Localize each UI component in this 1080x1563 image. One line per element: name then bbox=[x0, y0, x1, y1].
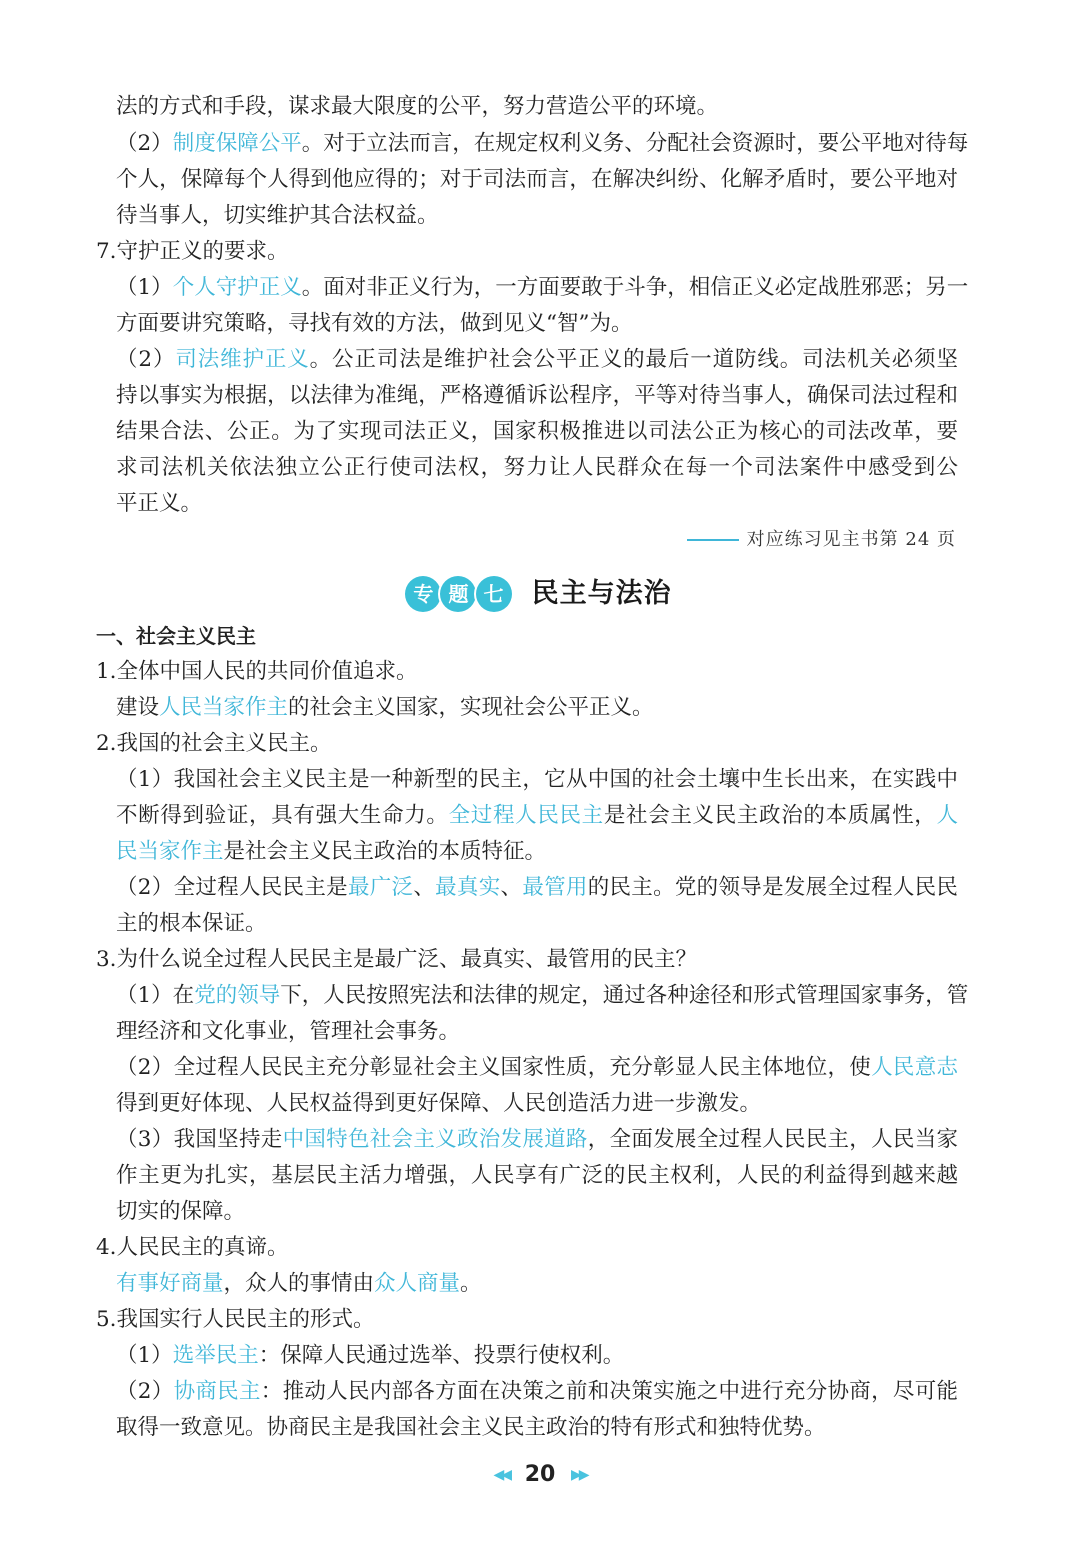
right-arrows-icon: ▶▶ bbox=[570, 1467, 587, 1483]
highlighted-term: 协商民主 bbox=[173, 1379, 261, 1404]
topic-header bbox=[0, 568, 1080, 618]
text-segment: （2）全过程人民民主充分彰显社会主义国家性质，充分彰显人民主体地位，使 bbox=[116, 1055, 872, 1080]
text-line bbox=[116, 414, 958, 450]
text-segment: （1）我国社会主义民主是一种新型的民主，它从中国的社会土壤中生长出来，在实践中 bbox=[116, 767, 958, 792]
text-line bbox=[116, 270, 969, 306]
text-segment: 方面要讲究策略，寻找有效的方法，做到见义“智”为。 bbox=[116, 311, 633, 336]
text-segment: 切实的保障。 bbox=[116, 1199, 246, 1224]
text-line bbox=[116, 1050, 958, 1086]
text-segment: （3）我国坚持走 bbox=[116, 1127, 283, 1152]
text-segment: 主的根本保证。 bbox=[116, 911, 267, 936]
page-footer bbox=[0, 1458, 1080, 1492]
text-segment: 是社会主义民主政治的本质特征。 bbox=[223, 839, 547, 864]
highlighted-term: 有事好商量 bbox=[116, 1271, 224, 1296]
text-line bbox=[116, 1338, 958, 1374]
text-segment: 、 bbox=[500, 875, 523, 900]
reference-text: 对应练习见主书第 24 页 bbox=[746, 529, 956, 550]
text-line bbox=[116, 1410, 958, 1446]
text-line bbox=[116, 1158, 958, 1194]
text-segment: 法的方式和手段，谋求最大限度的公平，努力营造公平的环境。 bbox=[116, 94, 719, 119]
text-line bbox=[116, 342, 958, 378]
highlighted-term: 全过程人民民主 bbox=[448, 803, 604, 828]
text-line bbox=[116, 450, 958, 486]
text-segment: 作主更为扎实，基层民主活力增强，人民享有广泛的民主权利，人民的利益得到越来越 bbox=[116, 1163, 958, 1188]
text-segment: 得到更好体现、人民权益得到更好保障、人民创造活力进一步激发。 bbox=[116, 1091, 762, 1116]
text-segment: 取得一致意见。协商民主是我国社会主义民主政治的特有形式和独特优势。 bbox=[116, 1415, 826, 1440]
list-heading bbox=[96, 1230, 958, 1266]
text-segment: 理经济和文化事业，管理社会事务。 bbox=[116, 1019, 461, 1044]
text-segment: 的社会主义国家，实现社会公平正义。 bbox=[288, 695, 654, 720]
text-segment: （2） bbox=[116, 1379, 174, 1404]
highlighted-term: 中国特色社会主义政治发展道路 bbox=[282, 1127, 588, 1152]
text-segment: 持以事实为根据，以法律为准绳，严格遵循诉讼程序，平等对待当事人，确保司法过程和 bbox=[116, 383, 958, 408]
text-segment: 。对于立法而言，在规定权利义务、分配社会资源时，要公平地对待每 bbox=[301, 131, 969, 156]
topic-badge-char: 题 bbox=[440, 576, 476, 612]
list-heading bbox=[96, 726, 958, 762]
text-line bbox=[116, 1266, 958, 1302]
text-line bbox=[116, 126, 969, 162]
text-segment: 待当事人，切实维护其合法权益。 bbox=[116, 203, 439, 228]
text-line bbox=[116, 798, 958, 834]
highlighted-term: 众人商量 bbox=[374, 1271, 461, 1296]
topic-badge-char: 专 bbox=[405, 576, 441, 612]
text-segment: 。公正司法是维护社会公平正义的最后一道防线。司法机关必须坚 bbox=[309, 347, 958, 372]
text-segment: （2） bbox=[116, 347, 176, 372]
reference-dash bbox=[687, 539, 739, 541]
highlighted-term: 司法维护正义 bbox=[175, 347, 310, 372]
text-segment: ：推动人民内部各方面在决策之前和决策实施之中进行充分协商，尽可能 bbox=[260, 1379, 958, 1404]
highlighted-term: 最管用 bbox=[522, 875, 588, 900]
text-segment: （2） bbox=[116, 131, 173, 156]
text-line bbox=[116, 834, 958, 870]
text-line bbox=[116, 486, 958, 522]
page-number: 20 bbox=[524, 1462, 556, 1487]
highlighted-term: 最真实 bbox=[435, 875, 501, 900]
text-segment: 。 bbox=[460, 1271, 482, 1296]
highlighted-term: 人民意志 bbox=[871, 1055, 958, 1080]
text-segment: 2.我国的社会主义民主。 bbox=[96, 731, 332, 756]
highlighted-term: 制度保障公平 bbox=[172, 131, 302, 156]
topic-badge bbox=[408, 569, 508, 619]
list-heading bbox=[96, 234, 958, 270]
text-segment: 4.人民民主的真谛。 bbox=[96, 1235, 289, 1260]
text-segment: 不断得到验证，具有强大生命力。 bbox=[116, 803, 449, 828]
text-line bbox=[116, 89, 958, 125]
topic-title: 民主与法治 bbox=[531, 577, 672, 609]
left-arrows-icon: ◀◀ bbox=[493, 1467, 510, 1483]
text-segment: ，全面发展全过程人民民主，人民当家 bbox=[587, 1127, 958, 1152]
highlighted-term: 民当家作主 bbox=[116, 839, 224, 864]
text-segment: 下，人民按照宪法和法律的规定，通过各种途径和形式管理国家事务，管 bbox=[280, 983, 969, 1008]
text-segment: ：保障人民通过选举、投票行使权利。 bbox=[258, 1343, 625, 1368]
text-line bbox=[116, 978, 969, 1014]
text-segment: ，众人的事情由 bbox=[223, 1271, 375, 1296]
text-segment: 7.守护正义的要求。 bbox=[96, 239, 289, 264]
list-heading bbox=[96, 942, 958, 978]
text-segment: 一、社会主义民主 bbox=[96, 624, 256, 648]
section-heading bbox=[96, 618, 958, 654]
text-segment: 1.全体中国人民的共同价值追求。 bbox=[96, 659, 418, 684]
text-segment: 。面对非正义行为，一方面要敢于斗争，相信正义必定战胜邪恶；另一 bbox=[301, 275, 969, 300]
text-segment: 是社会主义民主政治的本质属性， bbox=[603, 803, 937, 828]
highlighted-term: 人民当家作主 bbox=[159, 695, 289, 720]
practice-reference bbox=[687, 525, 956, 555]
list-heading bbox=[96, 654, 958, 690]
text-line bbox=[116, 1014, 958, 1050]
text-line bbox=[116, 198, 958, 234]
list-heading bbox=[96, 1302, 958, 1338]
text-segment: 、 bbox=[413, 875, 436, 900]
text-line bbox=[116, 906, 958, 942]
text-segment: 平正义。 bbox=[116, 491, 203, 516]
text-segment: （2）全过程人民民主是 bbox=[116, 875, 348, 900]
text-segment: 5.我国实行人民民主的形式。 bbox=[96, 1307, 375, 1332]
highlighted-term: 党的领导 bbox=[194, 983, 281, 1008]
text-line bbox=[116, 1374, 958, 1410]
highlighted-term: 最广泛 bbox=[347, 875, 414, 900]
text-line bbox=[116, 762, 958, 798]
topic-badge-char: 七 bbox=[476, 576, 512, 612]
text-line bbox=[116, 162, 958, 198]
text-segment: 建设 bbox=[116, 695, 160, 720]
text-segment: 个人，保障每个人得到他应得的；对于司法而言，在解决纠纷、化解矛盾时，要公平地对 bbox=[116, 167, 958, 192]
text-segment: 结果合法、公正。为了实现司法正义，国家积极推进以司法公正为核心的司法改革，要 bbox=[116, 419, 958, 444]
highlighted-term: 个人守护正义 bbox=[172, 275, 302, 300]
text-segment: 3.为什么说全过程人民民主是最广泛、最真实、最管用的民主？ bbox=[96, 947, 698, 972]
text-line bbox=[116, 1122, 958, 1158]
text-segment: （1） bbox=[116, 275, 173, 300]
text-line bbox=[116, 1086, 958, 1122]
text-segment: 求司法机关依法独立公正行使司法权，努力让人民群众在每一个司法案件中感受到公 bbox=[116, 455, 958, 480]
text-line bbox=[116, 1194, 958, 1230]
text-segment: 的民主。党的领导是发展全过程人民民 bbox=[587, 875, 958, 900]
text-line bbox=[116, 306, 958, 342]
text-line bbox=[116, 690, 958, 726]
text-segment: （1）在 bbox=[116, 983, 195, 1008]
text-line bbox=[116, 870, 958, 906]
text-segment: （1） bbox=[116, 1343, 173, 1368]
text-line bbox=[116, 378, 958, 414]
highlighted-term: 选举民主 bbox=[172, 1343, 259, 1368]
highlighted-term: 人 bbox=[936, 803, 958, 828]
